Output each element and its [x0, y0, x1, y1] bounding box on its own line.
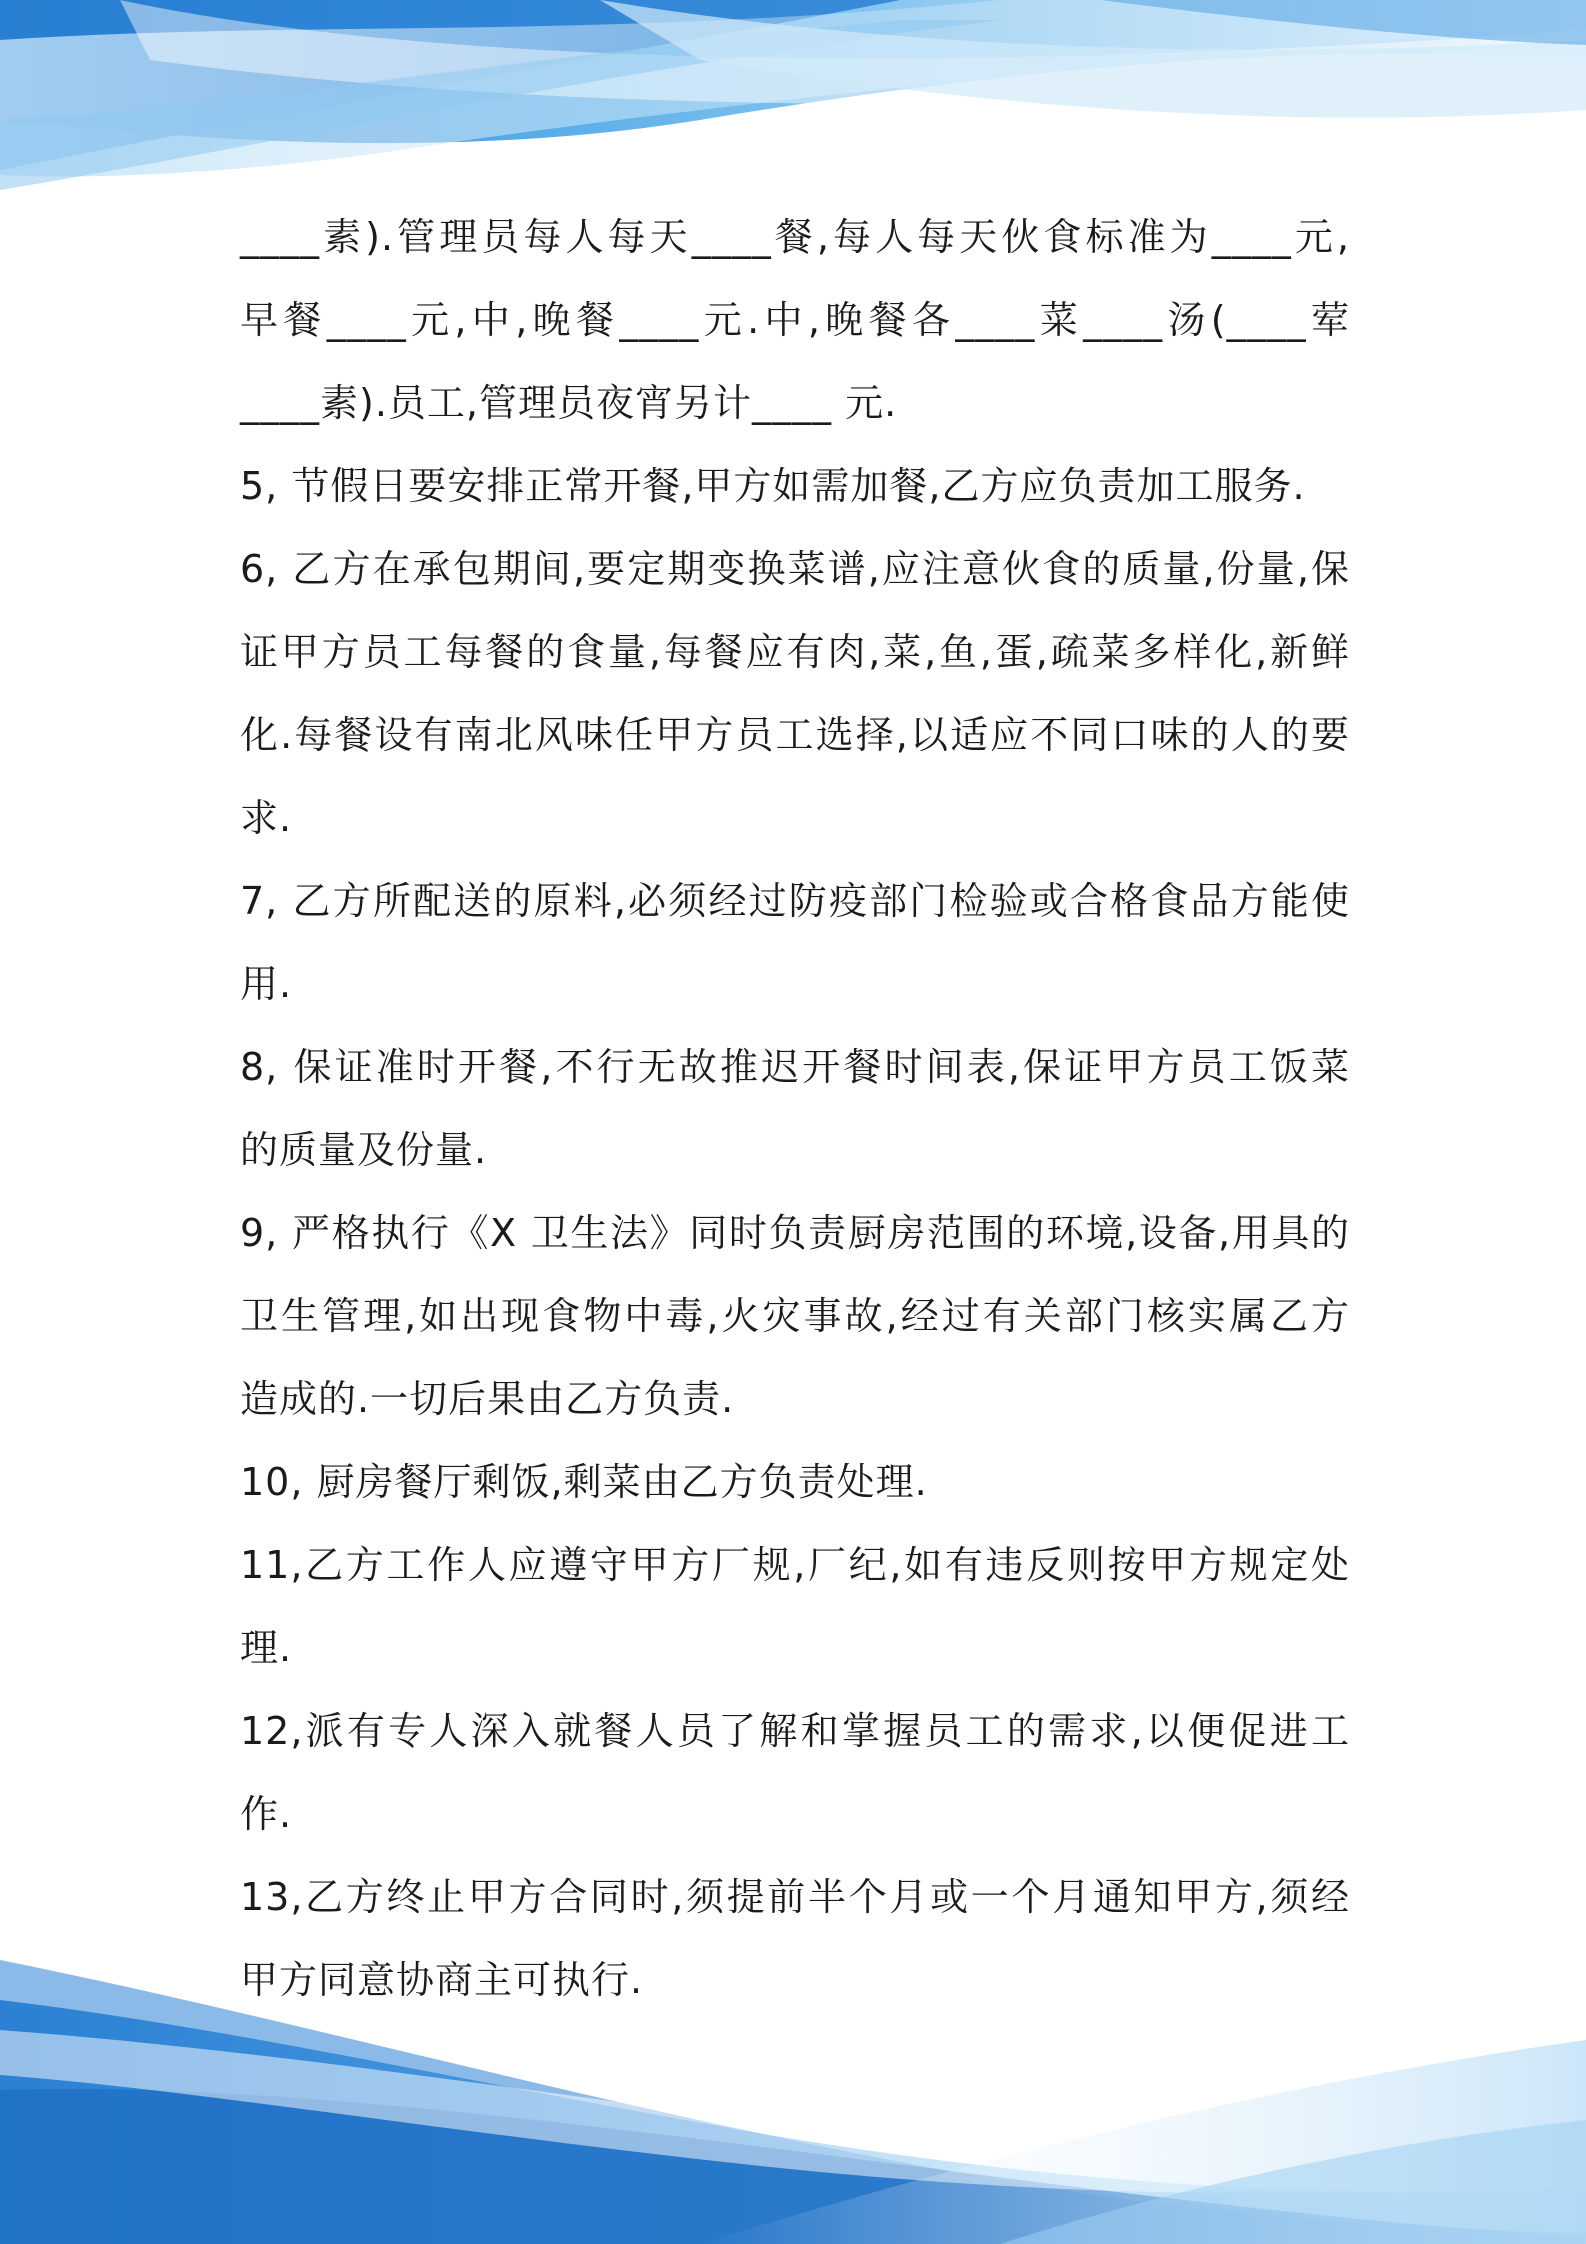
text-line: 甲方同意协商主可执行.: [240, 1958, 644, 2002]
text-line: 用.: [240, 962, 293, 1006]
text-line: 6, 乙方在承包期间,要定期变换菜谱,应注意伙食的质量,份量,保: [240, 547, 1350, 591]
text-line: 10, 厨房餐厅剩饭,剩菜由乙方负责处理.: [240, 1460, 928, 1504]
text-line: 13,乙方终止甲方合同时,须提前半个月或一个月通知甲方,须经: [240, 1875, 1350, 1919]
text-line: 的质量及份量.: [240, 1128, 488, 1172]
text-line: ____素).管理员每人每天____餐,每人每天伙食标准为____元,: [240, 215, 1350, 259]
text-line: 9, 严格执行《X 卫生法》同时负责厨房范围的环境,设备,用具的: [240, 1211, 1350, 1255]
text-line: 化.每餐设有南北风味任甲方员工选择,以适应不同口味的人的要: [240, 713, 1350, 757]
text-line: 作.: [240, 1792, 293, 1836]
text-line: 11,乙方工作人应遵守甲方厂规,厂纪,如有违反则按甲方规定处: [240, 1543, 1350, 1587]
text-line: 卫生管理,如出现食物中毒,火灾事故,经过有关部门核实属乙方: [240, 1294, 1350, 1338]
text-line: 造成的.一切后果由乙方负责.: [240, 1377, 735, 1421]
text-line: 5, 节假日要安排正常开餐,甲方如需加餐,乙方应负责加工服务.: [240, 464, 1306, 508]
document-body: [240, 196, 1350, 2022]
text-line: 证甲方员工每餐的食量,每餐应有肉,菜,鱼,蛋,疏菜多样化,新鲜: [240, 630, 1350, 674]
text-line: ____素).员工,管理员夜宵另计____ 元.: [240, 381, 898, 425]
text-line: 早餐____元,中,晚餐____元.中,晚餐各____菜____汤(____荤: [240, 298, 1350, 342]
text-line: 12,派有专人深入就餐人员了解和掌握员工的需求,以便促进工: [240, 1709, 1350, 1753]
text-line: 7, 乙方所配送的原料,必须经过防疫部门检验或合格食品方能使: [240, 879, 1350, 923]
text-line: 8, 保证准时开餐,不行无故推迟开餐时间表,保证甲方员工饭菜: [240, 1045, 1350, 1089]
text-line: 理.: [240, 1626, 293, 1670]
text-line: 求.: [240, 796, 293, 840]
